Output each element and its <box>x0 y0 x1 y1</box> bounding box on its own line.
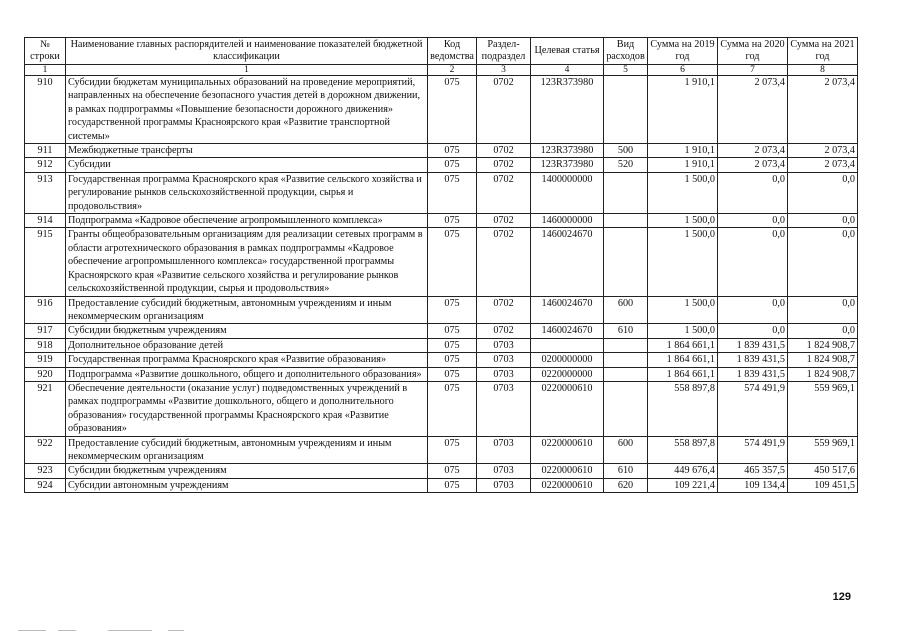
sum-2019-cell: 1 500,0 <box>648 296 718 324</box>
table-row <box>25 381 858 436</box>
expense-type-cell: 600 <box>604 436 648 464</box>
target-item-cell: 123R373980 <box>531 144 604 158</box>
sum-2021-cell: 0,0 <box>788 214 858 228</box>
header-name: Наименование главных распорядителей и наименование показателей бюджетной классификации <box>66 38 428 65</box>
target-item-cell <box>531 338 604 352</box>
section-cell: 0703 <box>477 478 531 492</box>
expense-type-cell <box>604 228 648 296</box>
sum-2020-cell: 0,0 <box>718 172 788 213</box>
header-index-cell: 1 <box>25 65 66 76</box>
header-sum-2019: Сумма на 2019 год <box>648 38 718 65</box>
expense-type-cell: 600 <box>604 296 648 324</box>
expense-type-cell: 520 <box>604 158 648 172</box>
sum-2019-cell: 1 500,0 <box>648 324 718 338</box>
sum-2020-cell: 1 839 431,5 <box>718 338 788 352</box>
sum-2020-cell: 0,0 <box>718 214 788 228</box>
department-code-cell: 075 <box>428 144 477 158</box>
department-code-cell: 075 <box>428 478 477 492</box>
sum-2019-cell: 1 910,1 <box>648 76 718 144</box>
section-cell: 0702 <box>477 172 531 213</box>
row-name-cell: Государственная программа Красноярского края «Развитие образования» <box>66 353 428 367</box>
expense-type-cell <box>604 367 648 381</box>
sum-2021-cell: 1 824 908,7 <box>788 338 858 352</box>
target-item-cell: 0220000610 <box>531 436 604 464</box>
header-index-cell: 1 <box>66 65 428 76</box>
target-item-cell: 0220000610 <box>531 381 604 436</box>
sum-2019-cell: 1 864 661,1 <box>648 338 718 352</box>
row-number-cell: 917 <box>25 324 66 338</box>
section-cell: 0703 <box>477 338 531 352</box>
header-index-cell: 4 <box>531 65 604 76</box>
expense-type-cell: 500 <box>604 144 648 158</box>
expense-type-cell: 610 <box>604 324 648 338</box>
sum-2019-cell: 1 500,0 <box>648 228 718 296</box>
page-number: 129 <box>832 591 851 603</box>
table-row <box>25 353 858 367</box>
header-sum-2021: Сумма на 2021 год <box>788 38 858 65</box>
expense-type-cell <box>604 214 648 228</box>
header-index-cell: 7 <box>718 65 788 76</box>
section-cell: 0702 <box>477 144 531 158</box>
target-item-cell: 1460024670 <box>531 296 604 324</box>
section-cell: 0702 <box>477 324 531 338</box>
row-number-cell: 911 <box>25 144 66 158</box>
row-number-cell: 920 <box>25 367 66 381</box>
header-department-code: Код ведомства <box>428 38 477 65</box>
sum-2020-cell: 0,0 <box>718 296 788 324</box>
department-code-cell: 075 <box>428 367 477 381</box>
row-name-cell: Предоставление субсидий бюджетным, автономным учреждениям и иным некоммерческим организациям <box>66 436 428 464</box>
table-row <box>25 367 858 381</box>
target-item-cell: 1460024670 <box>531 324 604 338</box>
sum-2020-cell: 1 839 431,5 <box>718 353 788 367</box>
department-code-cell: 075 <box>428 353 477 367</box>
row-name-cell: Субсидии бюджетным учреждениям <box>66 464 428 478</box>
row-number-cell: 922 <box>25 436 66 464</box>
table-row <box>25 228 858 296</box>
sum-2021-cell: 559 969,1 <box>788 381 858 436</box>
row-number-cell: 910 <box>25 76 66 144</box>
row-name-cell: Субсидии бюджетным учреждениям <box>66 324 428 338</box>
sum-2019-cell: 1 864 661,1 <box>648 353 718 367</box>
sum-2021-cell: 2 073,4 <box>788 144 858 158</box>
table-row <box>25 478 858 492</box>
section-cell: 0703 <box>477 381 531 436</box>
sum-2021-cell: 0,0 <box>788 324 858 338</box>
expense-type-cell <box>604 172 648 213</box>
section-cell: 0703 <box>477 436 531 464</box>
header-index-cell: 8 <box>788 65 858 76</box>
header-sum-2020: Сумма на 2020 год <box>718 38 788 65</box>
sum-2020-cell: 574 491,9 <box>718 436 788 464</box>
table-row <box>25 144 858 158</box>
table-row <box>25 436 858 464</box>
sum-2021-cell: 0,0 <box>788 296 858 324</box>
table-row <box>25 158 858 172</box>
department-code-cell: 075 <box>428 228 477 296</box>
sum-2019-cell: 1 910,1 <box>648 158 718 172</box>
row-number-cell: 914 <box>25 214 66 228</box>
expense-type-cell <box>604 381 648 436</box>
row-name-cell: Дополнительное образование детей <box>66 338 428 352</box>
header-row-number: № строки <box>25 38 66 65</box>
sum-2020-cell: 2 073,4 <box>718 76 788 144</box>
target-item-cell: 123R373980 <box>531 158 604 172</box>
row-number-cell: 918 <box>25 338 66 352</box>
sum-2020-cell: 574 491,9 <box>718 381 788 436</box>
row-name-cell: Межбюджетные трансферты <box>66 144 428 158</box>
department-code-cell: 075 <box>428 324 477 338</box>
header-index-cell: 5 <box>604 65 648 76</box>
expense-type-cell <box>604 353 648 367</box>
table-row <box>25 296 858 324</box>
row-number-cell: 923 <box>25 464 66 478</box>
row-name-cell: Обеспечение деятельности (оказание услуг) подведомственных учреждений в рамках подпрограммы «Развитие дошкольного, общего и дополнительного образования» государственной программы Красноярского края «Развитие образования» <box>66 381 428 436</box>
header-target-item: Целевая статья <box>531 38 604 65</box>
table-row <box>25 338 858 352</box>
sum-2021-cell: 0,0 <box>788 172 858 213</box>
target-item-cell: 1460000000 <box>531 214 604 228</box>
table-row <box>25 214 858 228</box>
sum-2020-cell: 465 357,5 <box>718 464 788 478</box>
section-cell: 0703 <box>477 464 531 478</box>
header-index-cell: 3 <box>477 65 531 76</box>
department-code-cell: 075 <box>428 464 477 478</box>
row-number-cell: 915 <box>25 228 66 296</box>
header-expense-type: Вид расходов <box>604 38 648 65</box>
row-number-cell: 916 <box>25 296 66 324</box>
row-number-cell: 924 <box>25 478 66 492</box>
section-cell: 0703 <box>477 367 531 381</box>
sum-2021-cell: 1 824 908,7 <box>788 353 858 367</box>
target-item-cell: 123R373980 <box>531 76 604 144</box>
target-item-cell: 0220000610 <box>531 464 604 478</box>
row-number-cell: 921 <box>25 381 66 436</box>
sum-2020-cell: 2 073,4 <box>718 158 788 172</box>
row-name-cell: Гранты общеобразовательным организациям для реализации сетевых программ в области агротехнического образования в рамках подпрограммы «Кадровое обеспечение агропромышленного комплекса» государственной программы Красноярского края «Развитие сельского хозяйства и регулирование рынков сельскохозяйственной продукции, сырья и продовольствия» <box>66 228 428 296</box>
budget-table <box>24 37 858 493</box>
row-name-cell: Государственная программа Красноярского края «Развитие сельского хозяйства и регулирование рынков сельскохозяйственной продукции, сырья и продовольствия» <box>66 172 428 213</box>
scan-artifact <box>18 630 218 634</box>
sum-2021-cell: 559 969,1 <box>788 436 858 464</box>
sum-2019-cell: 109 221,4 <box>648 478 718 492</box>
target-item-cell: 0220000610 <box>531 478 604 492</box>
header-index-cell: 2 <box>428 65 477 76</box>
department-code-cell: 075 <box>428 436 477 464</box>
sum-2019-cell: 558 897,8 <box>648 381 718 436</box>
sum-2020-cell: 109 134,4 <box>718 478 788 492</box>
section-cell: 0702 <box>477 214 531 228</box>
row-name-cell: Подпрограмма «Развитие дошкольного, общего и дополнительного образования» <box>66 367 428 381</box>
sum-2021-cell: 1 824 908,7 <box>788 367 858 381</box>
row-name-cell: Субсидии <box>66 158 428 172</box>
sum-2021-cell: 2 073,4 <box>788 76 858 144</box>
header-section: Раздел-подраздел <box>477 38 531 65</box>
table-body <box>25 76 858 493</box>
table-row <box>25 464 858 478</box>
target-item-cell: 0220000000 <box>531 367 604 381</box>
sum-2019-cell: 449 676,4 <box>648 464 718 478</box>
expense-type-cell <box>604 338 648 352</box>
department-code-cell: 075 <box>428 381 477 436</box>
target-item-cell: 1460024670 <box>531 228 604 296</box>
section-cell: 0702 <box>477 228 531 296</box>
expense-type-cell: 610 <box>604 464 648 478</box>
sum-2019-cell: 1 500,0 <box>648 172 718 213</box>
sum-2020-cell: 1 839 431,5 <box>718 367 788 381</box>
row-number-cell: 919 <box>25 353 66 367</box>
section-cell: 0702 <box>477 76 531 144</box>
target-item-cell: 1400000000 <box>531 172 604 213</box>
row-name-cell: Подпрограмма «Кадровое обеспечение агропромышленного комплекса» <box>66 214 428 228</box>
table-row <box>25 172 858 213</box>
section-cell: 0703 <box>477 353 531 367</box>
header-index-cell: 6 <box>648 65 718 76</box>
row-name-cell: Предоставление субсидий бюджетным, автономным учреждениям и иным некоммерческим организациям <box>66 296 428 324</box>
table-row <box>25 76 858 144</box>
sum-2020-cell: 0,0 <box>718 324 788 338</box>
expense-type-cell: 620 <box>604 478 648 492</box>
department-code-cell: 075 <box>428 296 477 324</box>
sum-2019-cell: 1 500,0 <box>648 214 718 228</box>
sum-2020-cell: 0,0 <box>718 228 788 296</box>
target-item-cell: 0200000000 <box>531 353 604 367</box>
section-cell: 0702 <box>477 158 531 172</box>
expense-type-cell <box>604 76 648 144</box>
sum-2019-cell: 558 897,8 <box>648 436 718 464</box>
row-name-cell: Субсидии бюджетам муниципальных образований на проведение мероприятий, направленных на обеспечение безопасного участия детей в дорожном движении, в рамках подпрограммы «Повышение безопасности дорожного движения» государственной программы Красноярского края «Развитие транспортной системы» <box>66 76 428 144</box>
table-row <box>25 324 858 338</box>
sum-2021-cell: 0,0 <box>788 228 858 296</box>
department-code-cell: 075 <box>428 338 477 352</box>
department-code-cell: 075 <box>428 76 477 144</box>
section-cell: 0702 <box>477 296 531 324</box>
sum-2019-cell: 1 864 661,1 <box>648 367 718 381</box>
sum-2020-cell: 2 073,4 <box>718 144 788 158</box>
sum-2021-cell: 450 517,6 <box>788 464 858 478</box>
department-code-cell: 075 <box>428 214 477 228</box>
sum-2021-cell: 2 073,4 <box>788 158 858 172</box>
table-header <box>25 38 858 76</box>
department-code-cell: 075 <box>428 172 477 213</box>
sum-2019-cell: 1 910,1 <box>648 144 718 158</box>
row-name-cell: Субсидии автономным учреждениям <box>66 478 428 492</box>
row-number-cell: 913 <box>25 172 66 213</box>
sum-2021-cell: 109 451,5 <box>788 478 858 492</box>
department-code-cell: 075 <box>428 158 477 172</box>
row-number-cell: 912 <box>25 158 66 172</box>
